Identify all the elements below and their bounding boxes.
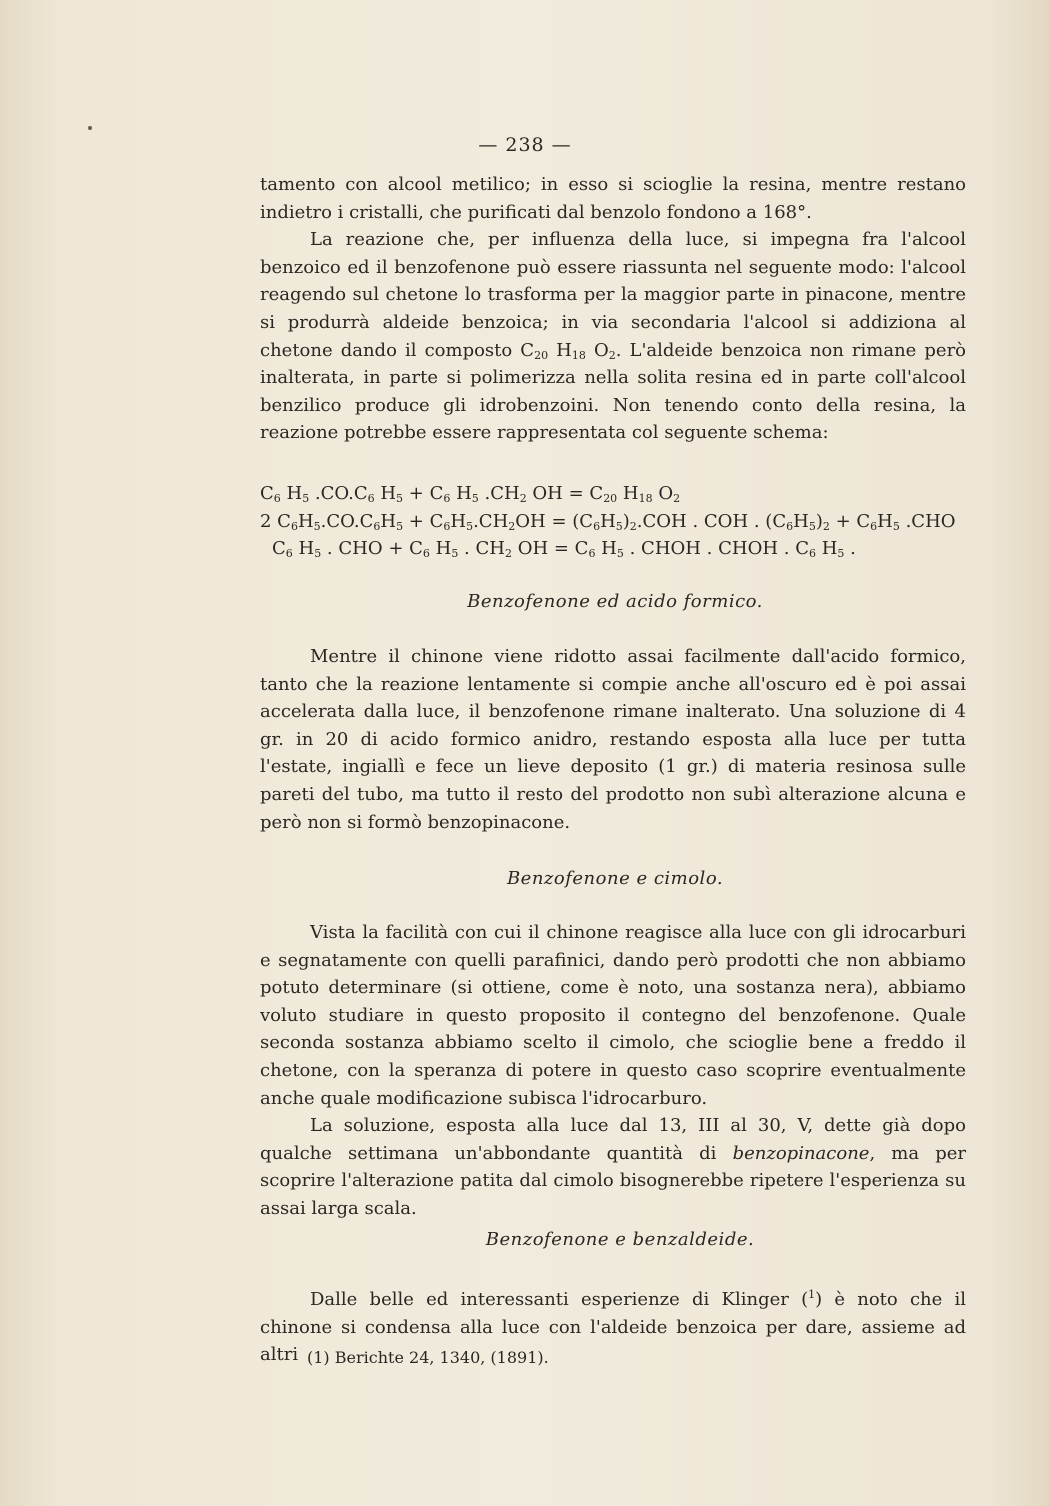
section-heading-formic-acid: Benzofenone ed acido formico. bbox=[467, 591, 763, 612]
paragraph-1: tamento con alcool metilico; in esso si scioglie la resina, mentre restano indietro i cristalli, che purificati dal benzolo fondono a 168°. bbox=[260, 174, 966, 223]
section-heading-cymene: Benzofenone e cimolo. bbox=[506, 868, 724, 889]
paragraph-2: La reazione che, per influenza della luce, si impegna fra l'alcool benzoico ed il benzofenone può essere riassunta nel seguente modo: l'alcool reagendo sul chetone lo trasforma per la maggior parte in pinacone, mentre si produrrà aldeide benzoica; in via secondaria l'alcool si addiziona al chetone dando il composto $C_{20}$ $H_{18}$ $O_2$. L'aldeide benzoica non rimane però inalterata, in parte si polimerizza nella solita resina ed in parte coll'alcool benzilico produce gli idrobenzoini. Non tenendo conto della resina, la reazione potrebbe essere rappresentata col seguente schema: bbox=[260, 229, 967, 444]
reaction-scheme bbox=[260, 480, 980, 563]
equation-3: $C_6$ $H_5$ . CHO + $C_6$ $H_5$ . $CH_2$ OH = $C_6$ $H_5$ . CHOH . CHOH . $C_6$ $H_5$ . bbox=[272, 538, 856, 560]
paragraph-4: Vista la facilità con cui il chinone reagisce alla luce con gli idrocarburi e segnatamente con quelli parafinici, dando però prodotti che non abbiamo potuto determinare (si ottiene, come è noto, una sostanza nera), abbiamo voluto studiare in questo proposito il contegno del benzofenone. Quale seconda sostanza abbiamo scelto il cimolo, che scioglie bene a freddo il chetone, con la speranza di potere in questo caso scoprire eventualmente anche quale modificazione subisca l'idrocarburo. bbox=[260, 922, 966, 1109]
text-block-formic-acid bbox=[260, 643, 966, 836]
ink-speck bbox=[88, 126, 92, 130]
footnote: (1) Berichte 24, 1340, (1891). bbox=[307, 1348, 549, 1367]
section-heading-benzaldehyde: Benzofenone e benzaldeide. bbox=[485, 1229, 755, 1250]
equation-2: 2 $C_6H_5.CO.C_6H_5 + C_6H_5.CH_2OH = (C_6H_5)_2.COH$ . COH . $(C_6H_5)_2 + C_6H_5$ .CHO bbox=[260, 510, 956, 533]
page-number: — 238 — bbox=[478, 134, 572, 156]
paragraph-5: La soluzione, esposta alla luce dal 13, III al 30, V, dette già dopo qualche settimana un'abbondante quantità di benzopinacone, ma per scoprire l'alterazione patita dal cimolo bisognerebbe ripetere l'esperienza su assai larga scala. bbox=[260, 1115, 966, 1219]
paragraph-3: Mentre il chinone viene ridotto assai facilmente dall'acido formico, tanto che la reazione lentamente si compie anche all'oscuro ed è poi assai accelerata dalla luce, il benzofenone rimane inalterato. Una soluzione di 4 gr. in 20 di acido formico anidro, restando esposta alla luce per tutta l'estate, ingiallì e fece un lieve deposito (1 gr.) di materia resinosa sulle pareti del tubo, ma tutto il resto del prodotto non subì alterazione alcuna e però non si formò benzopinacone. bbox=[260, 646, 966, 833]
paragraph-6: Dalle belle ed interessanti esperienze di Klinger ($^1$) è noto che il chinone si condensa alla luce con l'aldeide benzoica per dare, assieme ad altri bbox=[260, 1288, 966, 1366]
equation-1: $C_6$ $H_5$ $.CO.C_6$ $H_5 + C_6$ $H_5$ $.CH_2$ OH = $C_{20}$ $H_{18}$ $O_2$ bbox=[260, 483, 681, 505]
text-block-intro bbox=[260, 171, 966, 447]
text-block-cymene bbox=[260, 919, 966, 1223]
